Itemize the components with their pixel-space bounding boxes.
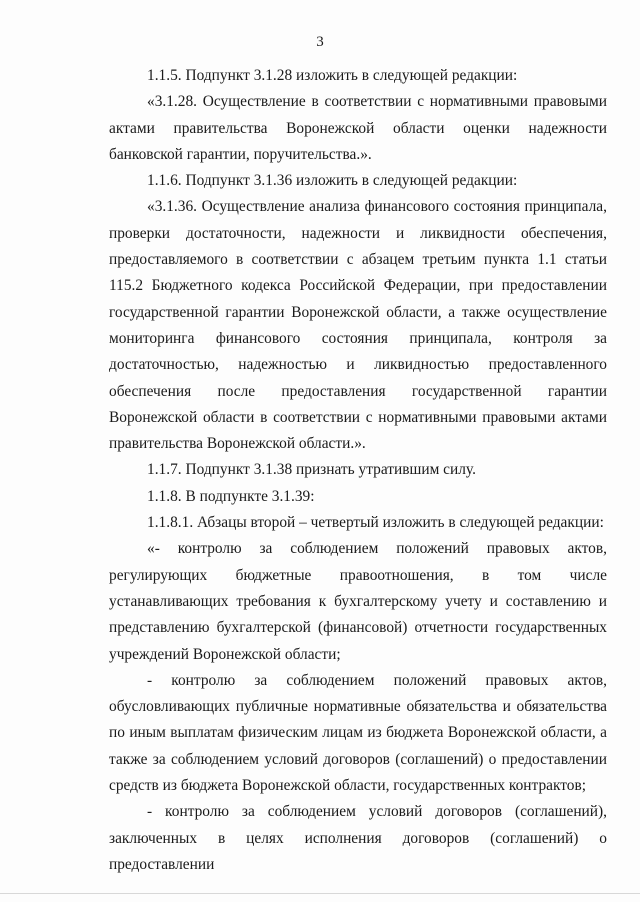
paragraph-1-1-8: 1.1.8. В подпункте 3.1.39: (147, 487, 315, 505)
paragraph-abzac-4: - контролю за соблюдением условий договоров (соглашений), заключенных в целях исполнения договоров (соглашений) о предоставлении (109, 803, 607, 873)
paragraph-1-1-6: 1.1.6. Подпункт 3.1.36 изложить в следующей редакции: (147, 172, 518, 190)
paragraph-abzac-3: - контролю за соблюдением положений правовых актов, обусловливающих публичные нормативные обязательства и обязательства по иным выплатам физическим лицам из бюджета Воронежской области, а также за соблюдением условий договоров (соглашений) о предоставлении средств из бюджета Воронежской области, государственных контрактов; (109, 671, 607, 795)
paragraph-abzac-2: «- контролю за соблюдением положений правовых актов, регулирующих бюджетные правоотношения, в том числе устанавливающих требования к бухгалтерскому учету и составлению и представлению бухгалтерской (финансовой) отчетности государственных учреждений Воронежской области; (109, 540, 607, 663)
paragraph-1-1-5: 1.1.5. Подпункт 3.1.28 изложить в следующей редакции: (147, 67, 518, 84)
document-body (109, 63, 607, 878)
paragraph-3-1-28-text: «3.1.28. Осуществление в соответствии с нормативными правовыми актами правительства Воронежской области оценки надежности банковской гарантии, поручительства.». (109, 93, 607, 163)
paragraph-3-1-36-text: «3.1.36. Осуществление анализа финансового состояния принципала, проверки достаточности, надежности и ликвидности обеспечения, предоставляемого в соответствии с абзацем третьим пункта 1.1 статьи 115.2 Бюджетного кодекса Российской Федерации, при предоставлении государственной гарантии Воронежской области, а также осуществление мониторинга финансового состояния принципала, контроля за достаточностью, надежностью и ликвидностью предоставленного обеспечения после предоставления государственной гарантии Воронежской области в соответствии с нормативными правовыми актами правительства Воронежской области.». (109, 198, 607, 453)
page-number: 3 (316, 34, 324, 50)
paragraph-1-1-8-1: 1.1.8.1. Абзацы второй – четвертый изложить в следующей редакции: (147, 514, 604, 532)
page-bottom-edge (0, 893, 640, 894)
paragraph-1-1-7: 1.1.7. Подпункт 3.1.38 признать утратившим силу. (147, 461, 476, 479)
